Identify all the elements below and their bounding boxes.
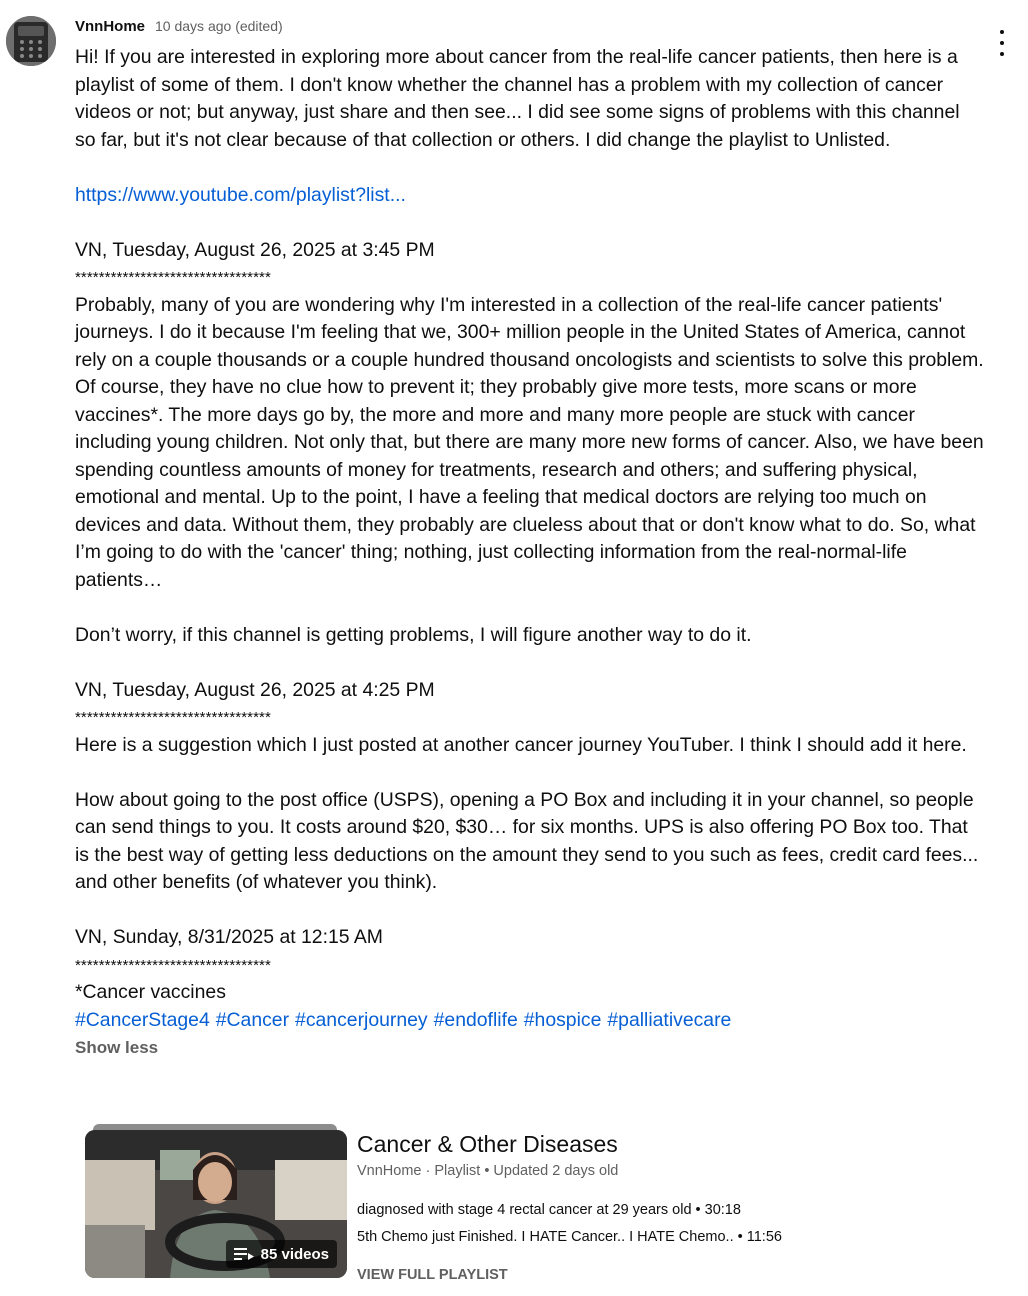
footnote: *Cancer vaccines [75,981,226,1003]
more-vert-icon[interactable] [990,30,1014,56]
playlist-thumbnail[interactable] [85,1130,347,1278]
playlist-icon [234,1247,254,1261]
divider-stars: ********************************* [75,956,271,974]
show-less-button[interactable]: Show less [75,1038,159,1057]
comment-author[interactable]: VnnHome [75,18,146,35]
comment-paragraph: Probably, many of you are wondering why I'm interested in a collection of the real-life cancer patients' journeys. I do it because I'm feeling that we, 300+ million people in the United States of America, cannot rely on a couple thousands or a couple hundred thousand oncologists and scientists to solve this problem. Of course, they have no clue how to prevent it; they probably give more tests, more scans or more vaccines*. The more days go by, the more and more and many more people are stuck with cancer including young children. Not only that, but there are many more new forms of cancer. Also, we have been spending countless amounts of money for treatments, research and others; and suffering physical, emotional and mental. Up to the point, I have a feeling that medical doctors are relying too much on devices and data. Without them, they probably are clueless about that or don't know what to do. So, what I’m going to do with the 'cancer' thing; nothing, just collecting information from the real-normal-life patients… [75,293,984,591]
avatar[interactable] [6,16,56,66]
comment-paragraph: Don’t worry, if this channel is getting problems, I will figure another way to do it. [75,623,752,646]
comment-timestamp[interactable]: 10 days ago (edited) [155,18,283,34]
video-count-badge [226,1240,337,1268]
hashtag-link[interactable]: #CancerStage4 [75,1008,210,1031]
playlist-video-item[interactable]: 5th Chemo just Finished. I HATE Cancer.. I HATE Chemo.. • 11:56 [357,1229,782,1245]
divider-stars: ********************************* [75,709,271,726]
hashtag-list [75,1007,985,1035]
playlist-video-item[interactable]: diagnosed with stage 4 rectal cancer at 29 years old • 30:18 [357,1202,741,1218]
hashtag-link[interactable]: #palliativecare [607,1008,732,1031]
divider-stars: ********************************* [75,269,271,286]
comment-paragraph: How about going to the post office (USPS), opening a PO Box and including it in your channel, so people can send things to you. It costs around $20, $30… for six months. UPS is also offering PO Box too. That is the best way of getting less deductions on the amount they send to you such as fees, credit card fees... and other benefits (of whatever you think). [75,788,979,893]
playlist-link[interactable]: https://www.youtube.com/playlist?list... [75,183,406,206]
comment-paragraph: Here is a suggestion which I just posted at another cancer journey YouTuber. I think I should add it here. [75,733,967,756]
comment-body [75,44,985,1062]
signature-line: VN, Tuesday, August 26, 2025 at 3:45 PM [75,238,435,261]
comment-header [75,18,283,38]
playlist-subtitle: VnnHome · Playlist • Updated 2 days old [357,1163,619,1179]
hashtag-link[interactable]: #hospice [523,1008,602,1031]
hashtag-link[interactable]: #Cancer [215,1008,290,1031]
view-full-playlist-button[interactable]: VIEW FULL PLAYLIST [357,1267,508,1283]
video-count: 85 videos [260,1245,329,1263]
signature-line: VN, Sunday, 8/31/2025 at 12:15 AM [75,926,383,948]
hashtag-link[interactable]: #endoflife [433,1008,518,1031]
playlist-title[interactable]: Cancer & Other Diseases [357,1131,618,1157]
comment-paragraph: Hi! If you are interested in exploring more about cancer from the real-life cancer patients, then here is a playlist of some of them. I don't know whether the channel has a problem with my collection of cancer videos or not; but anyway, just share and then see... I did see some signs of problems with this channel so far, but it's not clear because of that collection or others. I did change the playlist to Unlisted. [75,46,960,151]
avatar-image [6,16,56,66]
hashtag-link[interactable]: #cancerjourney [295,1008,428,1031]
signature-line: VN, Tuesday, August 26, 2025 at 4:25 PM [75,678,435,701]
